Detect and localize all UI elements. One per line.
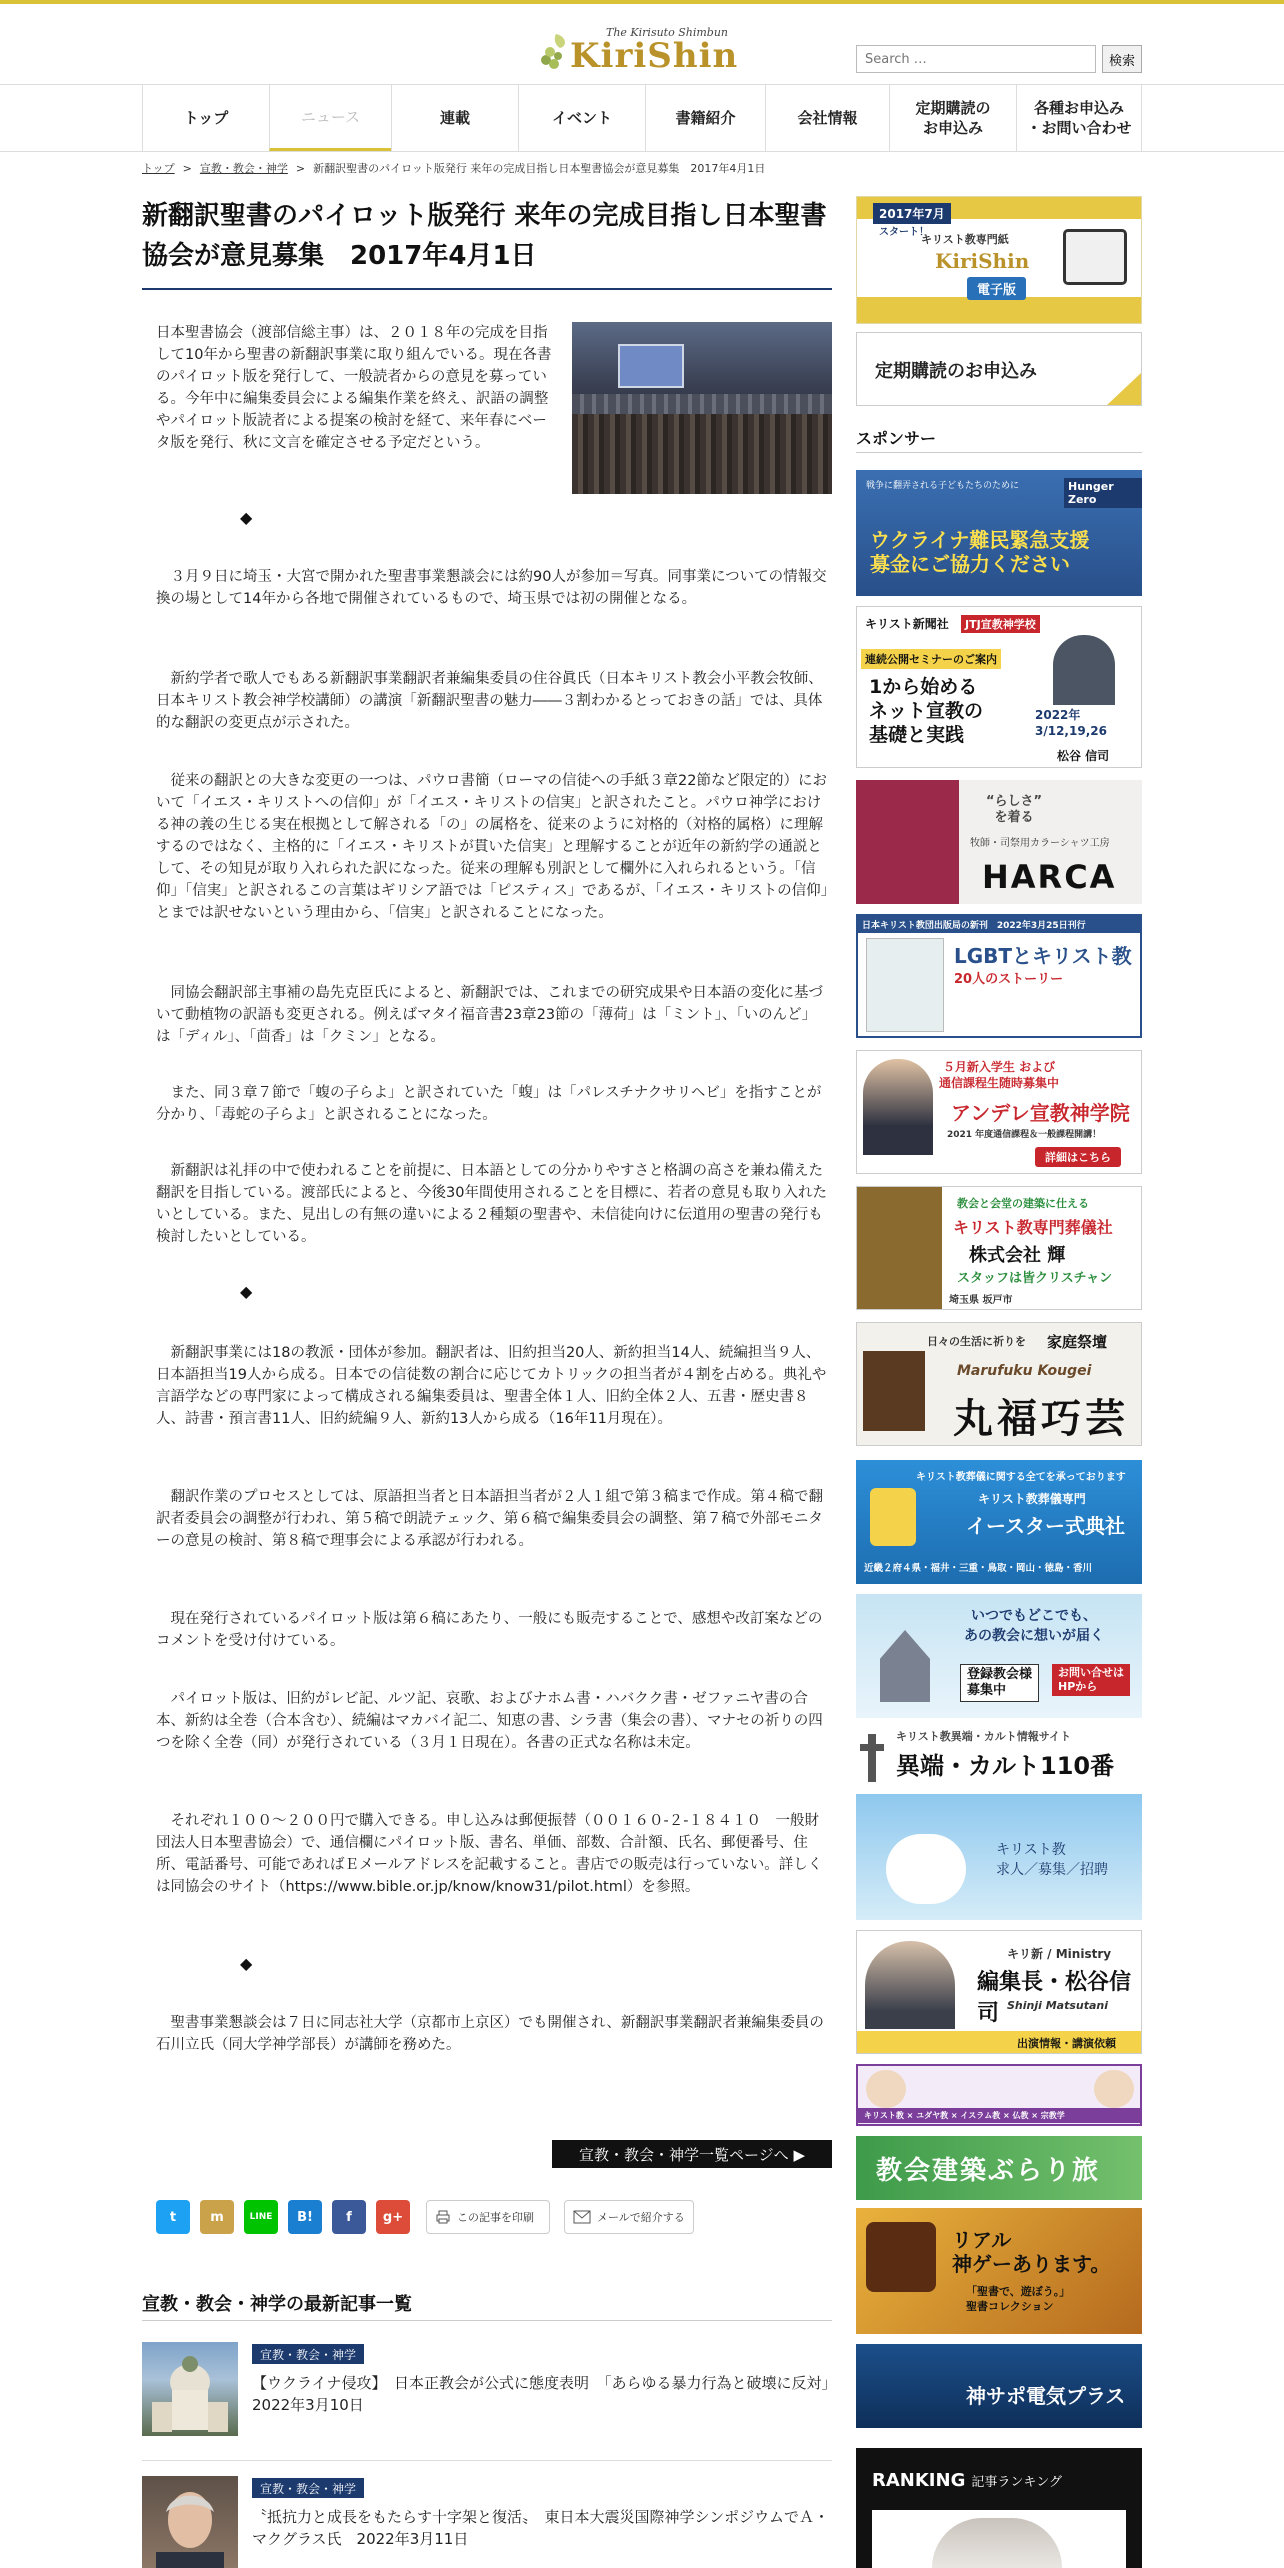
ad-online-memorial[interactable]: いつでもどこでも、 あの教会に想いが届く 登録教会様 募集中 お問い合せは HPから — [856, 1594, 1142, 1718]
ad-subscribe[interactable]: 定期購読のお申込み — [856, 332, 1142, 406]
main-nav — [0, 84, 1284, 152]
related-article-link[interactable]: 〝抵抗力と成長をもたらす十字架と復活〟 東日本大震災国際神学シンポジウムでＡ・マクグラス氏 2022年3月11日 — [252, 2508, 829, 2548]
logo-tagline: The Kirisuto Shimbun — [606, 26, 728, 39]
share-hatena-icon[interactable]: B! — [288, 2200, 322, 2234]
ad-ukraine-donation[interactable]: 戦争に翻弄される子どもたちのために Hunger Zero ウクライナ難民緊急支援 募金にご協力ください — [856, 470, 1142, 596]
title-divider — [142, 288, 832, 290]
share-twitter-icon[interactable]: t — [156, 2200, 190, 2234]
article-paragraph: 新翻訳事業には18の教派・団体が参加。翻訳者は、旧約担当20人、新約担当14人、続編担当９人、日本語担当19人から成る。日本での信徒数の割合に応じてカトリックの担当者が４割を占める。典礼や言語学などの専門家によって構成される編集委員は、聖書全体１人、旧約全体２人、五書・歴史書８人、詩書・預言書11人、旧約続編９人、新約13人から成る（16年11月現在）。 — [156, 1345, 827, 1427]
ad-kagayaki-funeral[interactable]: 教会と会堂の建築に仕える キリスト教専門葬儀社 株式会社 輝 スタッフは皆クリスチャン 埼玉県 坂戸市 — [856, 1186, 1142, 1310]
article-paragraph: 新約学者で歌人でもある新翻訳事業翻訳者兼編集委員の住谷眞氏（日本キリスト教会小平教会牧師、日本キリスト教会神学校講師）の講演「新翻訳聖書の魅力――３割わかるとっておきの話」では、具体的な翻訳の変更点が示された。 — [156, 671, 823, 731]
projector-screen — [618, 344, 684, 388]
mail-icon — [573, 2210, 591, 2224]
nav-top[interactable]: トップ — [142, 85, 269, 151]
top-accent-bar — [0, 0, 1284, 4]
search-button[interactable]: 検索 — [1102, 45, 1142, 73]
ad-net-mission-seminar[interactable]: キリスト新聞社 JTJ宣教神学校 連続公開セミナーのご案内 1から始める ネット宣教の 基礎と実践 2022年 3/12,19,26 松谷 信司 — [856, 606, 1142, 768]
ad-kamisapo-denki[interactable]: 神サポ電気プラス — [856, 2344, 1142, 2428]
share-line-icon[interactable]: LINE — [244, 2200, 278, 2234]
ad-editor-matsutani[interactable]: キリ新 / Ministry 編集長・松谷信司 Shinji Matsutani 出演情報・講演依頼 — [856, 1930, 1142, 2054]
article-paragraph: 現在発行されているパイロット版は第６稿にあたり、一般にも販売することで、感想や改訂案などのコメントを受け付けている。 — [156, 1611, 823, 1649]
ad-marufuku[interactable]: 日々の生活に祈りを 家庭祭壇 Marufuku Kougei 丸福巧芸 — [856, 1322, 1142, 1446]
ad-cult-110[interactable]: キリスト教異端・カルト情報サイト 異端・カルト110番 — [856, 1728, 1142, 1784]
section-diamond: ◆ — [240, 508, 253, 527]
related-thumbnail[interactable] — [142, 2476, 238, 2568]
ad-lgbt-book[interactable]: 日本キリスト教団出版局の新刊 2022年3月25日刊行 LGBTとキリスト教 20人のストーリー — [856, 914, 1142, 1038]
printer-icon — [435, 2209, 451, 2225]
article-paragraph: ３月９日に埼玉・大宮で開かれた聖書事業懇談会には約90人が参加＝写真。同事業についての情報交換の場として14年から各地で開催されているもので、埼玉県では初の開催となる。 — [156, 569, 827, 607]
nav-events[interactable]: イベント — [518, 85, 645, 151]
article-paragraph: それぞれ１００～２００円で購入できる。申し込みは郵便振替（００１６０-２-１８４１０ 一般財団法人日本聖書協会）で、通信欄にパイロット版、書名、単価、部数、合計額、氏名、郵便番号、住所、電話番号、可能であればＥメールアドレスを記載すること。書店での販売は行っていない。詳しくは同協会のサイト（https://www.bible.or.jp/know/know31/pilot.html）を参照。 — [156, 1813, 823, 1895]
ad-andrew-seminary[interactable]: ５月新入学生 および 通信課程生随時募集中 アンデレ宣教神学院 2021 年度通信課程＆一般課程開講！ 詳細はこちら — [856, 1050, 1142, 1174]
print-button[interactable] — [426, 2200, 550, 2234]
mail-label: メールで紹介する — [597, 2211, 685, 2224]
article-paragraph: パイロット版は、旧約がレビ記、ルツ記、哀歌、およびナホム書・ハバクク書・ゼファニヤ書の合本、新約は全巻（合本含む）、続編はマカバイ記二、知恵の書、シラ書（集会の書）、マナセの祈りの四つを除く全巻（同）が発行されている（３月１日現在）。各書の正式な名称は未定。 — [156, 1691, 823, 1751]
article-paragraph: 聖書事業懇談会は７日に同志社大学（京都市上京区）でも開催され、新翻訳事業翻訳者兼編集委員の石川立氏（同大学神学部長）が講師を務めた。 — [156, 2015, 824, 2053]
nav-series[interactable]: 連載 — [391, 85, 518, 151]
article-paragraph: 新翻訳は礼拝の中で使われることを前提に、日本語としての分かりやすさと格調の高さを兼ね備えた翻訳を目指している。渡部氏によると、今後30年間使用されることを目標に、若者の意見も取り入れたいとしている。また、見出しの有無の違いによる２種類の聖書や、未信徒向けに伝道用の聖書の発行も検討したいとしている。 — [156, 1163, 827, 1245]
ad-bible-game[interactable]: リアル 神ゲーあります。 「聖書で、遊ぼう。」 聖書コレクション — [856, 2208, 1142, 2334]
page-title: 新翻訳聖書のパイロット版発行 来年の完成目指し日本聖書協会が意見募集 2017年4月1日 — [142, 201, 827, 271]
ad-easter-funeral[interactable]: キリスト教葬儀に関する全てを承っております キリスト教葬儀専門 イースター式典社 近畿２府４県・福井・三重・鳥取・岡山・徳島・香川 — [856, 1460, 1142, 1584]
search-input[interactable] — [856, 45, 1096, 73]
ad-church-jobs[interactable]: キリスト教 求人／募集／招聘 — [856, 1794, 1142, 1920]
ad-kirishin-digital[interactable]: 2017年7月 スタート！ キリスト教専門紙 KiriShin 電子版 — [856, 196, 1142, 324]
nav-news[interactable]: ニュース — [269, 85, 391, 151]
share-google-icon[interactable]: g+ — [376, 2200, 410, 2234]
ranking-panel — [856, 2448, 1142, 2568]
related-thumbnail[interactable] — [142, 2342, 238, 2436]
article-paragraph: また、同３章７節で「蝮の子らよ」と訳されていた「蝮」は「パレスチナクサリヘビ」を指すことが分かり、「毒蛇の子らよ」と訳されることになった。 — [156, 1085, 822, 1123]
ranking-card[interactable] — [872, 2510, 1126, 2568]
category-list-button[interactable]: 宣教・教会・神学一覧ページへ ▶ — [552, 2140, 832, 2168]
mail-button[interactable] — [564, 2200, 694, 2234]
section-diamond: ◆ — [240, 1282, 253, 1301]
related-section-title: 宣教・教会・神学の最新記事一覧 — [142, 2294, 412, 2315]
ad-church-architecture[interactable]: 教会建築ぶらり旅 — [856, 2136, 1142, 2200]
nav-contact[interactable]: 各種お申込み ・お問い合わせ — [1016, 85, 1142, 151]
article-photo[interactable] — [572, 322, 832, 494]
article-paragraph: 翻訳作業のプロセスとしては、原語担当者と日本語担当者が２人１組で第３稿まで作成。第４稿で翻訳者委員会の調整が行われ、第５稿で朗読テェック、第６稿で編集委員会の調整、第７稿で外部モニターの意見の検討、第８稿で理事会による承認が行われる。 — [156, 1489, 823, 1549]
ad-religion-manga[interactable]: キリスト教 × ユダヤ教 × イスラム教 × 仏教 × 宗教学 — [856, 2064, 1142, 2126]
related-category-badge[interactable]: 宣教・教会・神学 — [252, 2344, 364, 2364]
nav-books[interactable]: 書籍紹介 — [645, 85, 765, 151]
breadcrumb-home[interactable]: トップ — [142, 162, 175, 175]
nav-company[interactable]: 会社情報 — [765, 85, 889, 151]
grape-leaf-icon — [536, 30, 570, 74]
related-category-badge[interactable]: 宣教・教会・神学 — [252, 2478, 364, 2498]
share-mixi-icon[interactable]: m — [200, 2200, 234, 2234]
section-diamond: ◆ — [240, 1954, 253, 1973]
article-paragraph: 従来の翻訳との大きな変更の一つは、パウロ書簡（ローマの信徒への手紙３章22節など限定的）において「イエス・キリストへの信仰」が「イエス・キリストの信実」と訳されたこと。パウロ神学における神の義の生じる実在根拠として解される「の」の属格を、従来のように対格的（対格的属格）に理解するのではなく、主格的に「イエス・キリストが貫いた信実」と理解することが近年の新約学の通説として、その知見が取り入れられた訳になった。従来の理解も別訳として欄外に入れられるという。「信仰」「信実」と訳されるこの言葉はギリシア語では「ピスティス」であるが、「イエス・キリストの信仰」とまでは訳せないという理由から、「信実」と訳されることになった。 — [156, 773, 828, 921]
print-label: この記事を印刷 — [457, 2211, 534, 2224]
article-paragraph: 同協会翻訳部主事補の島先克臣氏によると、新翻訳では、これまでの研究成果や日本語の変化に基づいて動植物の訳語も変更される。例えばマタイ福音書23章23節の「薄荷」は「ミント」、「いのんど」は「ディル」、「茴香」は「クミン」となる。 — [156, 985, 823, 1045]
related-article-link[interactable]: 【ウクライナ侵攻】 日本正教会が公式に態度表明 「あらゆる暴力行為と破壊に反対」 2022年3月10日 — [252, 2374, 845, 2414]
share-facebook-icon[interactable]: f — [332, 2200, 366, 2234]
site-logo[interactable] — [536, 22, 746, 78]
breadcrumb-category[interactable]: 宣教・教会・神学 — [199, 162, 288, 175]
breadcrumb: トップ > 宣教・教会・神学 > 新翻訳聖書のパイロット版発行 来年の完成目指し日本聖書協会が意見募集 2017年4月1日 — [142, 162, 766, 175]
ranking-title: RANKING 記事ランキング — [872, 2470, 1062, 2491]
breadcrumb-current: 新翻訳聖書のパイロット版発行 来年の完成目指し日本聖書協会が意見募集 2017年4月1日 — [313, 162, 766, 175]
logo-name: KiriShin — [570, 36, 739, 76]
article-lead: 日本聖書協会（渡部信総主事）は、２０１８年の完成を目指して10年から聖書の新翻訳事業に取り組んでいる。現在各書のパイロット版を発行して、一般読者からの意見を募っている。今年中に編集委員会による編集作業を終え、訳語の調整やパイロット版読者による提案の検討を経て、来年春にベータ版を発行、秋に文言を確定させる予定だという。 — [156, 325, 552, 451]
sponsor-title: スポンサー — [856, 429, 937, 448]
nav-subscribe[interactable]: 定期購読の お申込み — [889, 85, 1016, 151]
ad-harca[interactable]: “らしさ” を着る 牧師・司祭用カラーシャツ工房 HARCA — [856, 780, 1142, 904]
